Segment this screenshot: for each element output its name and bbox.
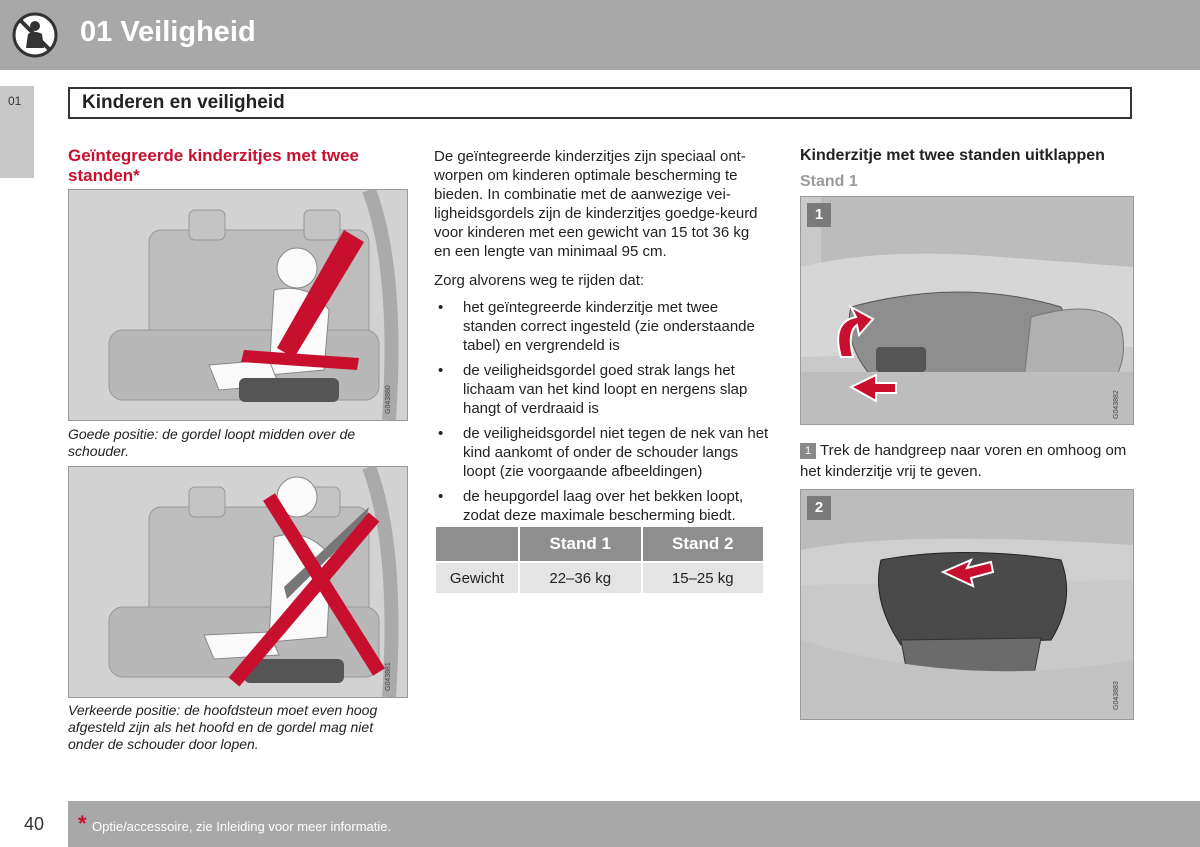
section-title: Kinderen en veiligheid — [82, 92, 285, 113]
figure-wrong-position — [68, 466, 408, 698]
intro-paragraph: De geïntegreerde kinderzitjes zijn speciaal ont-worpen om kinderen optimale bescherming te bieden. In combinatie met de aanwezige vei-ligheidsgordels zijn de kinderzitjes goedge-keurd voor kinderen met een gewicht van 15 tot 36 kg en een lengte van minimaal 95 cm. — [434, 148, 758, 260]
chapter-header — [0, 0, 1200, 70]
table-header-stand2: Stand 2 — [643, 527, 764, 561]
step1-badge: 1 — [800, 443, 816, 459]
figure1-caption: Goede positie: de gordel loopt midden over de schouder. — [68, 426, 356, 459]
step1-text: Trek de handgreep naar voren en omhoog om het kinderzitje vrij te geven. — [800, 442, 1127, 480]
page-number: 40 — [24, 814, 45, 834]
illustration-unfold-handle — [801, 197, 1133, 424]
illustration-correct-belt — [69, 190, 407, 420]
table-header-empty — [436, 527, 518, 561]
table-cell-stand2: 15–25 kg — [643, 563, 764, 593]
column3-subheading: Stand 1 — [800, 173, 858, 190]
check-intro: Zorg alvorens weg te rijden dat: — [434, 272, 645, 289]
table-header-stand1: Stand 1 — [520, 527, 641, 561]
illustration-wrong-belt — [69, 467, 407, 697]
step1-instruction — [800, 440, 1135, 482]
side-tab-label: 01 — [8, 94, 22, 108]
table-row — [436, 563, 763, 593]
footnote-text: Optie/accessoire, zie Inleiding voor meer informatie. — [92, 819, 392, 834]
list-item: • het geïntegreerde kinderzitje met twee standen correct ingesteld (zie onderstaande tabel) en vergrendeld is — [434, 298, 769, 355]
table-cell-stand1: 22–36 kg — [520, 563, 641, 593]
list-item: • de veiligheidsgordel goed strak langs het lichaam van het kind loopt en nergens slap hangt of verdraaid is — [434, 361, 769, 418]
figure-step2 — [800, 489, 1134, 720]
column1-heading: Geïntegreerde kinderzitjes met twee standen* — [68, 146, 359, 185]
figure-code: G043881 — [385, 662, 392, 691]
figure-step-badge: 2 — [807, 496, 831, 520]
stand-table — [434, 525, 765, 595]
chapter-title: 01 Veiligheid — [80, 16, 256, 48]
chapter-side-tab — [0, 86, 34, 178]
figure-code: G043882 — [1113, 390, 1120, 419]
figure-step-badge: 1 — [807, 203, 831, 227]
list-item: • de heupgordel laag over het bekken loopt, zodat deze maximale bescherming biedt. — [434, 487, 769, 525]
illustration-raise-seat — [801, 490, 1133, 719]
figure2-caption: Verkeerde positie: de hoofdsteun moet even hoog afgesteld zijn als het hoofd en de gordel mag niet onder de schouder door lopen. — [68, 702, 378, 752]
table-header-row — [436, 527, 763, 561]
footnote-star: * — [78, 811, 87, 836]
list-item: • de veiligheidsgordel niet tegen de nek van het kind aankomt of onder de schouder langs loopt (zie voorgaande afbeeldingen) — [434, 424, 769, 481]
figure-code: G043883 — [1113, 681, 1120, 710]
figure-code: G043880 — [385, 385, 392, 414]
column3-heading: Kinderzitje met twee standen uitklappen — [800, 147, 1105, 164]
section-heading-box — [68, 87, 1132, 119]
safety-checklist — [434, 298, 769, 531]
table-cell-label: Gewicht — [436, 563, 518, 593]
child-safety-icon — [12, 12, 58, 58]
figure-step1 — [800, 196, 1134, 425]
footer-bar — [68, 801, 1200, 847]
figure-correct-position — [68, 189, 408, 421]
